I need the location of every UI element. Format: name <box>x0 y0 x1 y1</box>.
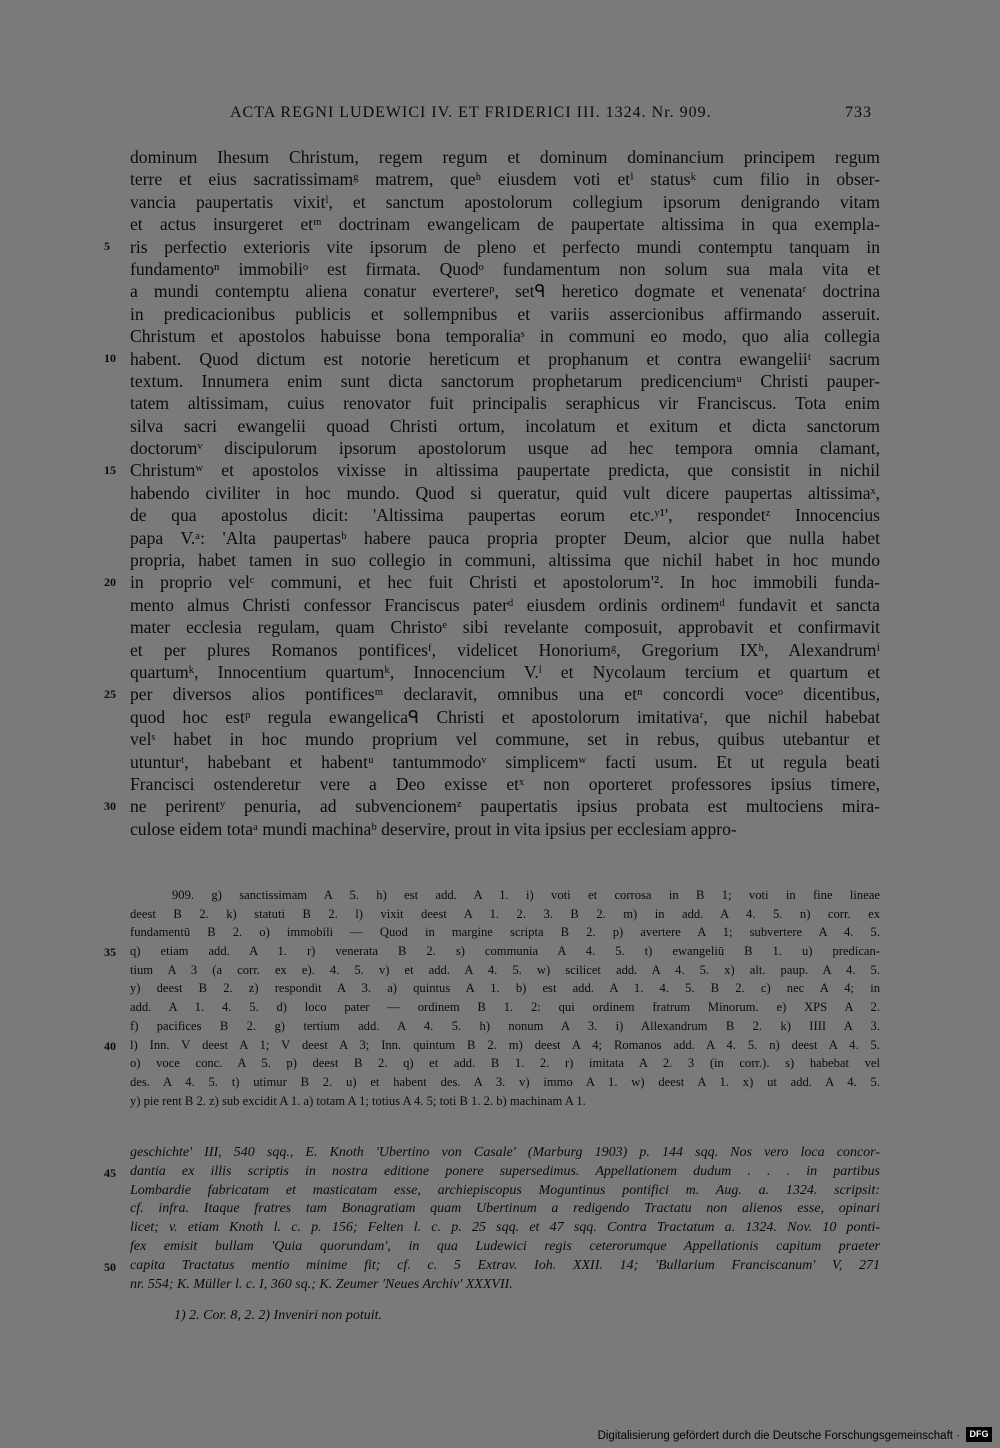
notes-line: licet; v. etiam Knoth l. c. p. 156; Felten l. c. p. 25 sqq. et 47 sqq. Contra Tractatum a. 1324. Nov. 10 ponti- <box>130 1220 880 1236</box>
line-number: 45 <box>104 1165 116 1180</box>
main-text-line: mento almus Christi confessor Franciscus paterᵈ eiusdem ordinis ordinemᵈ fundavit et sancta <box>130 594 880 615</box>
line-number: 15 <box>104 462 116 477</box>
apparatus-line: l) Inn. V deest A 1; V deest A 3; Inn. quintum B 2. m) deest A 4; Romanos add. A 4. 5. n) deest A 4. 5. <box>130 1037 880 1052</box>
line-number: 5 <box>104 238 110 253</box>
apparatus-line: 909. g) sanctissimam A 5. h) est add. A 1. i) voti et corrosa in B 1; voti in fine lineae <box>172 888 880 902</box>
historical-notes <box>130 1144 880 1294</box>
main-text-line: Christum et apostolos habuisse bona temporaliaˢ in communi eo modo, quo alia collegia <box>130 326 880 347</box>
main-text-line: Francisci ostenderetur vere a Deo exisse etˣ non oporteret professores ipsius timere, <box>130 773 880 794</box>
main-text-line: in predicacionibus publicis et sollempnibus et variis assercionibus affirmando asseruit. <box>130 303 880 324</box>
footer-credit: Digitalisierung gefördert durch die Deutsche Forschungsgemeinschaft · <box>597 1430 960 1442</box>
main-text-line: in proprio velᶜ communi, et hec fuit Christi et apostolorum'². In hoc immobili funda- <box>130 572 880 593</box>
notes-line: capita Tractatus mentio minime fit; cf. c. 5 Extrav. Ioh. XXII. 14; 'Bullarium Franciscanum' V, 271 <box>130 1257 880 1273</box>
main-text-line: mater ecclesia regulam, quam Christoᵉ sibi revelante composuit, approbavit et confirmavit <box>130 617 880 638</box>
main-text-line: silva sacri ewangelii quoad Christi ortum, incolatum et exitum et dicta sanctorum <box>130 415 880 436</box>
line-number: 20 <box>104 574 116 589</box>
main-text-line: habendo civiliter in hoc mundo. Quod si queratur, quid vult dicere paupertas altissimaˣ, <box>130 482 880 503</box>
main-text-line: culose eidem totaᵃ mundi machinaᵇ deservire, prout in vita ipsius per ecclesiam appro- <box>130 818 737 839</box>
apparatus-line: y) pie rent B 2. z) sub excidit A 1. a) totam A 1; totius A 4. 5; toti B 1. 2. b) machinam A 1. <box>130 1093 586 1108</box>
line-number: 30 <box>104 798 116 813</box>
line-number: 50 <box>104 1259 116 1274</box>
line-number: 35 <box>104 945 116 960</box>
main-text-line: ris perfectio exterioris vite ipsorum de pleno et perfecto mundi contemptu tanquam in <box>130 236 880 257</box>
main-text-line: ne perirentʸ penuria, ad subvencionemᶻ paupertatis ipsius probata est multociens mira- <box>130 796 880 817</box>
apparatus-line: q) etiam add. A 1. r) venerata B 2. s) communia A 4. 5. t) ewangeliū B 1. u) predican- <box>130 944 880 959</box>
page-number: 733 <box>845 104 872 121</box>
main-text-line: terre et eius sacratissimamᵍ matrem, queʰ eiusdem voti etⁱ statusᵏ cum filio in obser- <box>130 169 880 190</box>
apparatus-line: f) pacifices B 2. g) tertium add. A 4. 5. h) nonum A 3. i) Allexandrum B 2. k) IIII A 3. <box>130 1018 880 1033</box>
notes-line: dantia ex illis scriptis in nostra editione ponere supersedimus. Appellationem dudum . . . in partibus <box>130 1163 880 1179</box>
apparatus-line: tium A 3 (a corr. ex e). 4. 5. v) et add. A 4. 5. w) scilicet add. A 4. 5. x) alt. paup. A 4. 5. <box>130 962 880 977</box>
main-text-line: utunturᵗ, habebant et habentᵘ tantummodoᵛ simplicemʷ facti usum. Et ut regula beati <box>130 751 880 772</box>
running-title: ACTA REGNI LUDEWICI IV. ET FRIDERICI III. 1324. Nr. 909. <box>230 104 712 121</box>
footnotes: 1) 2. Cor. 8, 2. 2) Inveniri non potuit. <box>174 1308 383 1323</box>
main-text-line: per diversos alios pontificesᵐ declaravit, omnibus unа etⁿ concordi voceᵒ dicentibus, <box>130 684 880 705</box>
notes-line: cf. infra. Itaque fratres tam Bonagratiam quam Ubertinum a redigendo Tractatu non alienos esse, opinari <box>130 1201 880 1217</box>
main-text-line: papa V.ᵃ: 'Alta paupertasᵇ habere pauca propria propter Deum, alcior que nulla habet <box>130 527 880 548</box>
main-text-line: Christumʷ et apostolos vixisse in altissima paupertate predicta, que consistit in nichil <box>130 460 880 481</box>
line-number: 10 <box>104 350 116 365</box>
main-text-line: a mundi contemptu aliena conatur evertereᵖ, setᑫ heretico dogmate et venenataʳ doctrina <box>130 281 880 302</box>
main-text-line: textum. Innumera enim sunt dicta sanctorum prophetarum predicenciumᵘ Christi pauper- <box>130 370 880 391</box>
main-text-line: de qua apostolus dicit: 'Altissima paupertas eorum etc.ʸ¹', respondetᶻ Innocencius <box>130 505 880 526</box>
line-number: 40 <box>104 1038 116 1053</box>
main-text-line: habent. Quod dictum est notorie hereticum et prophanum et contra ewangeliiᵗ sacrum <box>130 348 880 369</box>
notes-line: geschichte' III, 540 sqq., E. Knoth 'Ubertino von Casale' (Marburg 1903) p. 144 sqq. Nos vero loca concor- <box>130 1145 880 1160</box>
main-text-line: doctorumᵛ discipulorum ipsorum apostolorum usque ad hec tempora omnia clamant, <box>130 438 880 459</box>
main-text-line: velˢ habet in hoc mundo proprium vel commune, set in rebus, quibus utebantur et <box>130 729 880 750</box>
apparatus-line: o) voce conc. A 5. p) deest B 2. q) et add. B 1. 2. r) imitata A 2. 3 (in corr.). s) habebat vel <box>130 1056 880 1071</box>
main-text-line: dominum Ihesum Christum, regem regum et dominum dominancium principem regum <box>130 147 880 167</box>
critical-apparatus <box>130 886 880 1110</box>
apparatus-line: y) deest B 2. z) respondit A 3. a) quintus A 1. b) est add. A 1. 4. 5. B 2. c) nec A 4; in <box>130 981 880 996</box>
notes-line: Lombardie fabricatam et masticatam esse, archiepiscopus Moguntinus pontifici m. Aug. a. 1324. scripsit: <box>130 1182 880 1198</box>
dfg-logo-icon: DFG <box>966 1427 992 1442</box>
main-text <box>130 146 880 840</box>
apparatus-line: deest B 2. k) statuti B 2. l) vixit deest A 1. 2. 3. B 2. m) in add. A 4. 5. n) corr. ex <box>130 906 880 921</box>
main-text-line: tatem altissimam, cuius renovator fuit principalis seraphicus vir Franciscus. Tota enim <box>130 393 880 414</box>
main-text-line: et per plures Romanos pontificesᶠ, videlicet Honoriumᵍ, Gregorium IXʰ, Alexandrumⁱ <box>130 639 880 660</box>
main-text-line: quartumᵏ, Innocentium quartumᵏ, Innocencium V.ˡ et Nycolaum tercium et quartum et <box>130 661 880 682</box>
main-text-line: fundamentoⁿ immobiliᵒ est firmata. Quodᵒ fundamentum non solum sua mala vita et <box>130 258 880 279</box>
digitization-footer <box>0 1420 1000 1448</box>
main-text-line: quod hoc estᵖ regula ewangelicaᑫ Christi et apostolorum imitativaʳ, que nichil habebat <box>130 706 880 727</box>
apparatus-line: fundamentū B 2. o) immobili — Quod in margine scripta B 2. p) avertere A 1; subvertere A 4. 5. <box>130 925 880 940</box>
apparatus-line: des. A 4. 5. t) utimur B 2. u) et habent des. A 3. v) immo A 1. w) deest A 1. x) ut add. A 4. 5. <box>130 1074 880 1089</box>
apparatus-line: add. A 1. 4. 5. d) loco pater — ordinem B 1. 2: qui ordinem fratrum Minorum. e) XPS A 2. <box>130 1000 880 1015</box>
main-text-line: et actus insurgeret etᵐ doctrinam ewangelicam de paupertate altissima in qua exempla- <box>130 214 880 235</box>
notes-line: nr. 554; K. Müller l. c. I, 360 sq.; K. Zeumer 'Neues Archiv' XXXVII. <box>130 1276 513 1292</box>
notes-line: fex emisit bullam 'Quia quorundam', in qua Ludewici regis ceterorumque Appellationis capitum praeter <box>130 1238 880 1254</box>
main-text-line: propria, habet tamen in suo collegio in communi, altissima que nichil habet in hoc mundo <box>130 550 880 571</box>
line-number: 25 <box>104 686 116 701</box>
main-text-line: vancia paupertatis vixitˡ, et sanctum apostolorum collegium ipsorum denigrando vitam <box>130 191 880 212</box>
